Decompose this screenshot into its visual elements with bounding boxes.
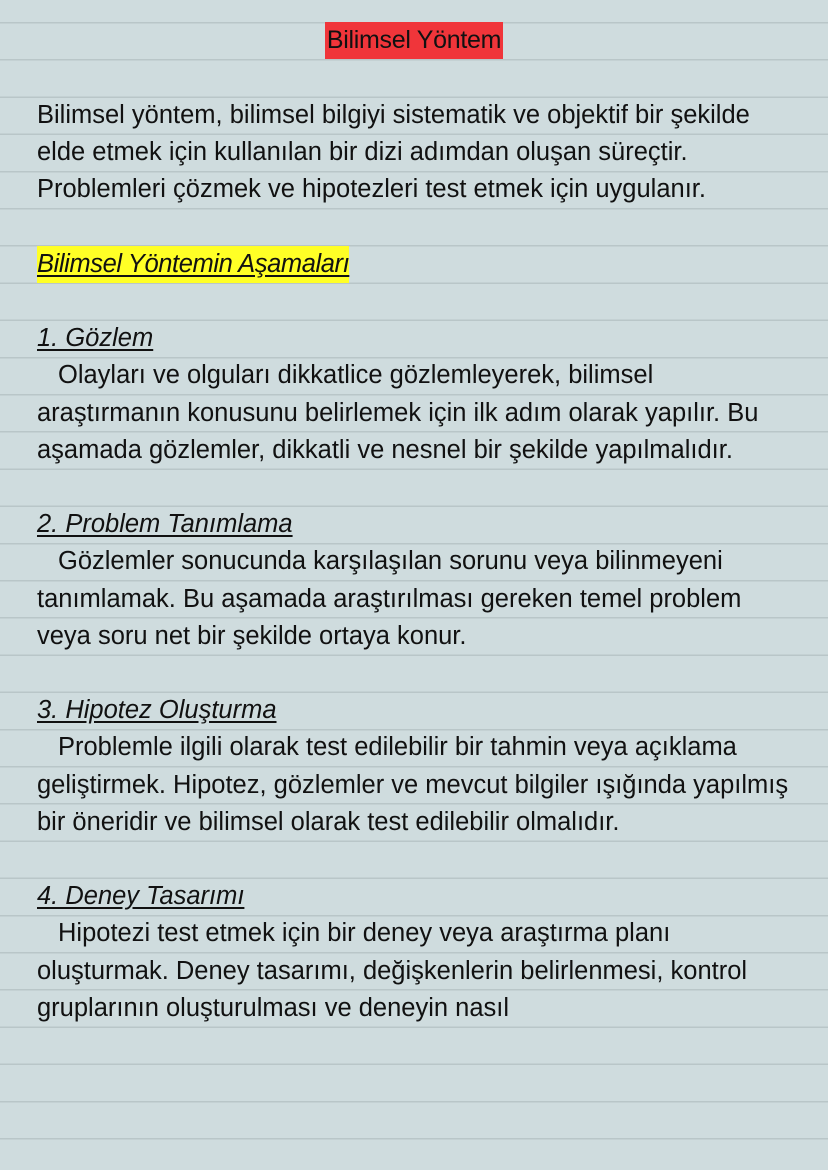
title-container bbox=[0, 22, 828, 59]
step-1-title: 1. Gözlem bbox=[37, 324, 154, 353]
section-heading-line bbox=[37, 246, 797, 283]
step-2-text: Gözlemler sonucunda karşılaşılan sorunu veya bilinmeyeni tanımlamak. Bu aşamada araştırılması gereken temel problem veya soru net bir şekilde ortaya konur. bbox=[37, 547, 742, 650]
step-4-text: Hipotezi test etmek için bir deney veya araştırma planı oluşturmak. Deney tasarımı, değişkenlerin belirlenmesi, kontrol gruplarının oluşturulması ve deneyin nasıl bbox=[37, 919, 748, 1022]
step-1-text: Olayları ve olguları dikkatlice gözlemleyerek, bilimsel araştırmanın konusunu belirlemek için ilk adım olarak yapılır. Bu aşamada gözlemler, dikkatli ve nesnel bir şekilde yapılmalıdır. bbox=[37, 361, 759, 464]
page-title: Bilimsel Yöntem bbox=[325, 22, 503, 59]
step-3-text: Problemle ilgili olarak test edilebilir bir tahmin veya açıklama geliştirmek. Hipotez, gözlemler ve mevcut bilgiler ışığında yapılmış bir öneridir ve bilimsel olarak test edilebilir olmalıdır. bbox=[37, 733, 789, 836]
step-3-title: 3. Hipotez Oluşturma bbox=[37, 696, 277, 725]
step-2-title: 2. Problem Tanımlama bbox=[37, 510, 293, 539]
document-content bbox=[37, 97, 797, 1027]
step-4-title: 4. Deney Tasarımı bbox=[37, 882, 245, 911]
intro-paragraph: Bilimsel yöntem, bilimsel bilgiyi sistematik ve objektif bir şekilde elde etmek için kullanılan bir dizi adımdan oluşan süreçtir. Problemleri çözmek ve hipotezleri test etmek için uygulanır. bbox=[37, 101, 750, 204]
section-heading: Bilimsel Yöntemin Aşamaları bbox=[37, 246, 349, 283]
